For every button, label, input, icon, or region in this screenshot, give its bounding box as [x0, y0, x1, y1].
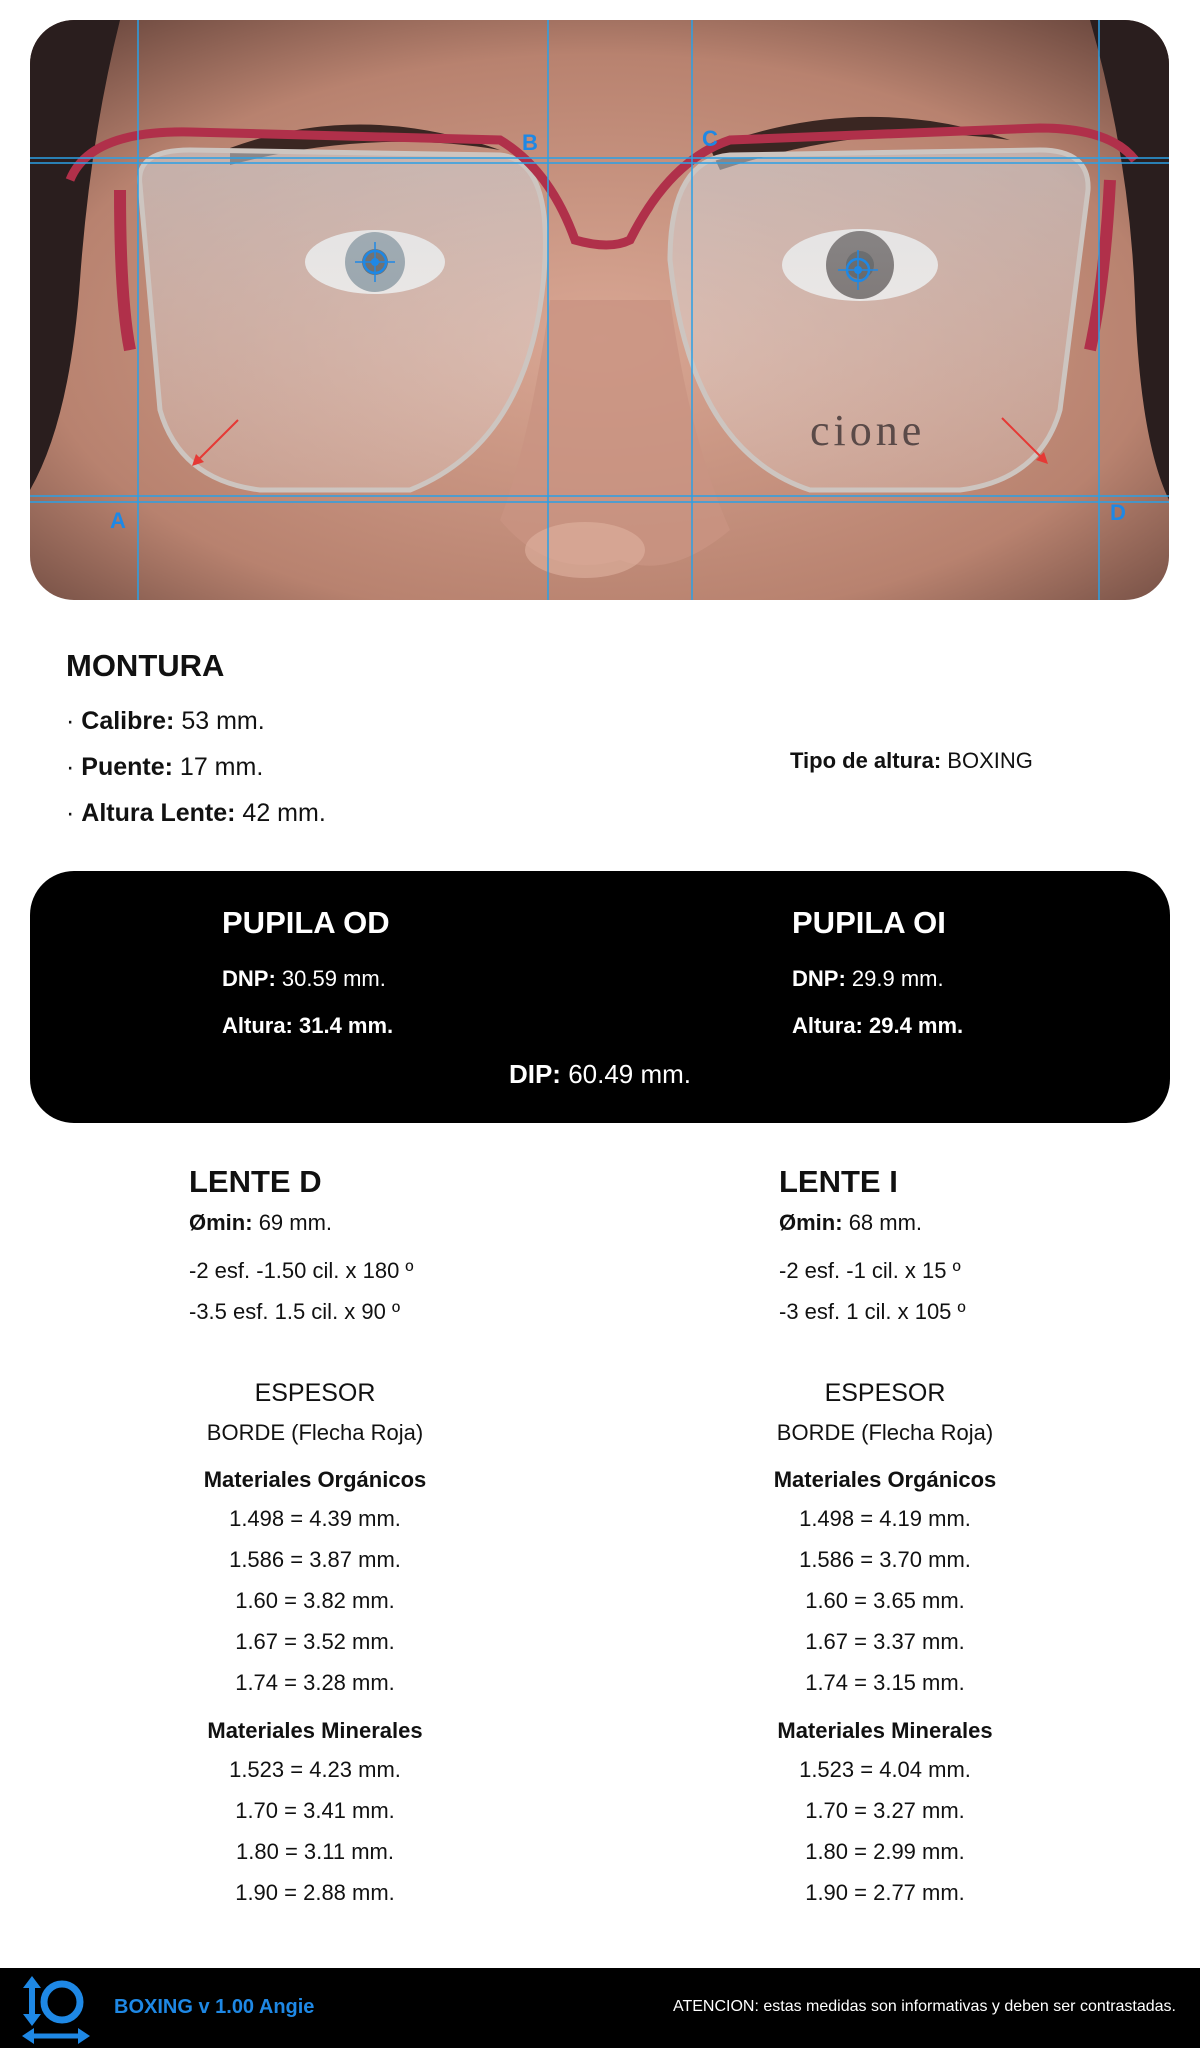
montura-title: MONTURA — [66, 648, 225, 683]
lente-d-title: LENTE D — [189, 1164, 322, 1199]
dip-value: 60.49 mm. — [568, 1059, 692, 1089]
altura-lente-value: 42 mm. — [242, 799, 326, 827]
pupila-panel — [30, 871, 1170, 1123]
dnp-value: 30.59 mm. — [281, 966, 386, 991]
calibre-label: Calibre: — [81, 707, 175, 735]
pupila-od-title: PUPILA OD — [222, 905, 390, 940]
lente-d-rx-1: -2 esf. -1.50 cil. x 180 º — [189, 1258, 414, 1283]
guide-label-c: C — [702, 126, 718, 151]
app-logo-icon[interactable] — [18, 1976, 92, 2044]
footer-warning: ATENCION: estas medidas son informativas y deben ser contrastadas. — [672, 1998, 1176, 2015]
puente-label: Puente: — [81, 753, 173, 781]
list-item: 1.70 = 3.41 mm. — [235, 1798, 395, 1823]
frame-brand-text: cione — [810, 406, 926, 455]
face-photo-illustration — [30, 20, 1169, 600]
guide-label-d: D — [1110, 500, 1126, 525]
calibre-value: 53 mm. — [181, 707, 265, 735]
omin-value: 68 mm. — [848, 1210, 923, 1235]
bullet: · — [66, 753, 75, 781]
pupila-oi-title: PUPILA OI — [792, 905, 946, 940]
montura-section — [66, 648, 1146, 836]
lente-d-espesor — [165, 1372, 465, 1913]
list-item: 1.60 = 3.65 mm. — [805, 1588, 965, 1613]
list-item: 1.70 = 3.27 mm. — [805, 1798, 965, 1823]
organicos-label: Materiales Orgánicos — [203, 1467, 427, 1492]
app-version: BOXING v 1.00 Angie — [114, 1996, 315, 2018]
minerales-label: Materiales Minerales — [207, 1718, 423, 1743]
lente-d-omin — [189, 1204, 489, 1242]
pupila-oi-dnp — [792, 955, 963, 1002]
dip-row — [30, 1059, 1170, 1090]
omin-label: Ømin: — [189, 1210, 253, 1235]
borde-label: BORDE (Flecha Roja) — [206, 1420, 424, 1445]
dip-label: DIP: — [508, 1059, 561, 1089]
puente-value: 17 mm. — [179, 753, 264, 781]
pupila-oi-altura: Altura: 29.4 mm. — [792, 1013, 964, 1038]
altura-lente-row — [66, 790, 1146, 836]
lente-d-section — [189, 1160, 489, 1332]
lente-i-section — [779, 1160, 1079, 1332]
omin-label: Ømin: — [779, 1210, 843, 1235]
minerales-label: Materiales Minerales — [777, 1718, 993, 1743]
list-item: 1.523 = 4.23 mm. — [229, 1757, 401, 1782]
bullet: · — [66, 799, 75, 827]
dnp-label: DNP: — [792, 966, 846, 991]
borde-label: BORDE (Flecha Roja) — [776, 1420, 994, 1445]
list-item: 1.80 = 2.99 mm. — [805, 1839, 965, 1864]
bullet: · — [66, 707, 75, 735]
tipo-altura-label: Tipo de altura: — [790, 748, 942, 773]
list-item: 1.90 = 2.77 mm. — [805, 1880, 965, 1905]
list-item: 1.67 = 3.52 mm. — [235, 1629, 395, 1654]
lente-i-rx-2: -3 esf. 1 cil. x 105 º — [779, 1299, 966, 1324]
omin-value: 69 mm. — [258, 1210, 333, 1235]
lente-i-title: LENTE I — [779, 1164, 898, 1199]
calibre-row — [66, 698, 1146, 744]
footer-bar — [0, 1968, 1200, 2048]
dnp-label: DNP: — [222, 966, 276, 991]
lente-i-omin — [779, 1204, 1079, 1242]
altura-lente-label: Altura Lente: — [81, 799, 236, 827]
list-item: 1.60 = 3.82 mm. — [235, 1588, 395, 1613]
list-item: 1.586 = 3.87 mm. — [229, 1547, 401, 1572]
face-measurement-photo — [30, 20, 1169, 600]
pupila-od-dnp — [222, 955, 393, 1002]
lente-i-rx-1: -2 esf. -1 cil. x 15 º — [779, 1258, 961, 1283]
tipo-altura-value: BOXING — [947, 748, 1033, 773]
guide-label-b: B — [522, 130, 538, 155]
list-item: 1.586 = 3.70 mm. — [799, 1547, 971, 1572]
pupila-od-altura: Altura: 31.4 mm. — [222, 1013, 394, 1038]
tipo-altura — [790, 748, 1033, 774]
lente-d-rx-2: -3.5 esf. 1.5 cil. x 90 º — [189, 1299, 401, 1324]
list-item: 1.74 = 3.15 mm. — [805, 1670, 965, 1695]
list-item: 1.67 = 3.37 mm. — [805, 1629, 965, 1654]
list-item: 1.498 = 4.19 mm. — [799, 1506, 971, 1531]
list-item: 1.74 = 3.28 mm. — [235, 1670, 395, 1695]
espesor-title: ESPESOR — [254, 1379, 376, 1407]
lente-i-espesor — [735, 1372, 1035, 1913]
pupila-oi-column — [792, 905, 963, 1049]
list-item: 1.80 = 3.11 mm. — [236, 1839, 394, 1864]
guide-label-a: A — [110, 508, 126, 533]
dnp-value: 29.9 mm. — [851, 966, 944, 991]
list-item: 1.523 = 4.04 mm. — [799, 1757, 971, 1782]
list-item: 1.90 = 2.88 mm. — [235, 1880, 395, 1905]
organicos-label: Materiales Orgánicos — [773, 1467, 997, 1492]
espesor-title: ESPESOR — [824, 1379, 946, 1407]
list-item: 1.498 = 4.39 mm. — [229, 1506, 401, 1531]
pupila-od-column — [222, 905, 393, 1049]
